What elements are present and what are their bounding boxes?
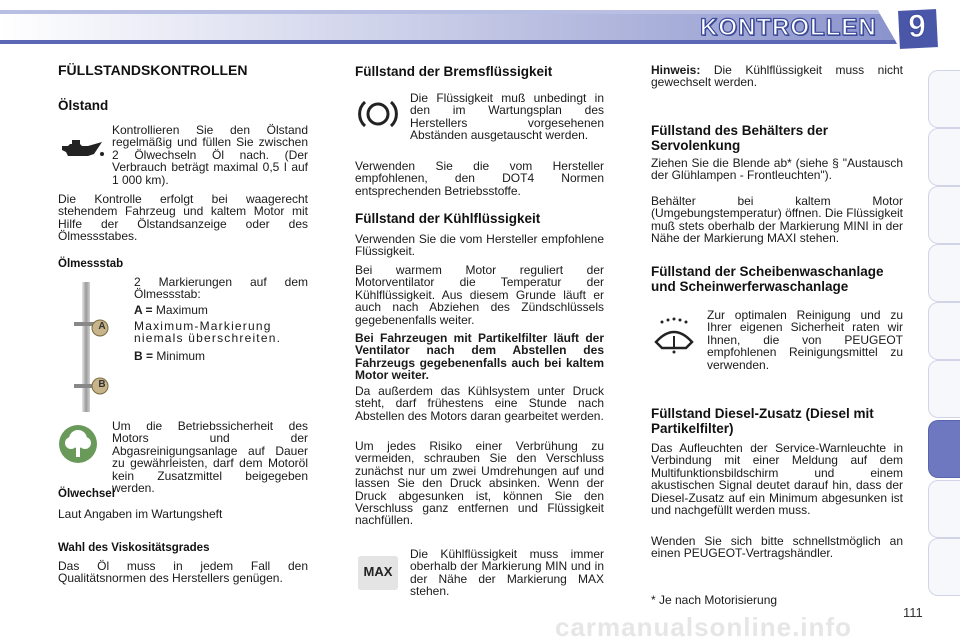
side-tab[interactable] <box>928 244 960 302</box>
dipstick-text: 2 Markierungen auf dem Ölmessstab: <box>134 275 308 302</box>
oil-text: Kontrollieren Sie den Ölstand regelmäßig und füllen Sie zwischen 2 Ölwechseln Öl nach. (Der Verbrauch beträgt maximal 0,5 l auf 1 000 km). <box>112 123 308 187</box>
note-text: Die Kühlflüssigkeit muss nicht gewechselt werden. <box>651 63 903 90</box>
dipstick-mark-b: B <box>98 379 106 390</box>
oil-change-text: Laut Angaben im Wartungsheft <box>58 507 223 521</box>
environment-tree-icon <box>58 424 98 464</box>
dipstick-mark-a: A <box>98 321 106 332</box>
side-tab-active[interactable] <box>928 420 960 478</box>
dipstick-image <box>62 282 118 412</box>
coolant-max-text: Die Kühlflüssigkeit muss immer oberhalb der Markierung MIN und in der Nähe der Markierung MAX stehen. <box>410 547 604 599</box>
oil-level-heading: Ölstand <box>58 98 109 113</box>
washer-fluid-icon <box>652 314 696 354</box>
power-steering-text-2: Behälter bei kaltem Motor (Umgebungstemperatur) öffnen. Die Flüssigkeit muß stets oberhalb der Markierung MINI in der Nähe der Markierung MAXI stehen. <box>651 194 903 246</box>
power-steering-heading: Füllstand des Behälters der Servolenkung <box>651 123 829 153</box>
max-marker-label: MAX <box>363 564 393 579</box>
viscosity-heading: Wahl des Viskositätsgrades <box>58 542 210 554</box>
max-marker-icon <box>358 556 398 590</box>
page-title: KONTROLLEN <box>700 14 877 41</box>
side-tab[interactable] <box>928 538 960 596</box>
mark-a-line <box>134 304 308 316</box>
power-steering-text: Ziehen Sie die Blende ab* (siehe § "Austausch der Glühlampen - Frontleuchten"). <box>651 156 903 183</box>
section-main-title: FÜLLSTANDSKONTROLLEN <box>58 62 248 78</box>
oil-change-heading: Ölwechsel <box>58 488 115 500</box>
watermark: carmanualsonline.info <box>555 612 852 642</box>
coolant-text-3: Da außerdem das Kühlsystem unter Druck steht, darf frühestens eine Stunde nach Abstellen des Motors daran gearbeitet werden. <box>355 384 604 423</box>
side-tab[interactable] <box>928 128 960 186</box>
viscosity-text: Das Öl muss in jedem Fall den Qualitätsnormen des Herstellers genügen. <box>58 559 308 586</box>
brake-text-2: Verwenden Sie die vom Hersteller empfohlenen, den DOT4 Normen entsprechenden Betriebsstoffe. <box>355 159 604 198</box>
oil-text-2: Die Kontrolle erfolgt bei waagerecht stehendem Fahrzeug und kaltem Motor mit Hilfe der Ölstandsanzeige oder des Ölmessstabes. <box>58 192 308 244</box>
mark-b-text: Minimum <box>156 349 206 363</box>
diesel-additive-heading: Füllstand Diesel-Zusatz (Diesel mit Partikelfilter) <box>651 406 874 436</box>
max-warning: Maximum-Markierung niemals überschreiten. <box>134 319 282 346</box>
dipstick-heading: Ölmessstab <box>58 258 124 270</box>
washer-text: Zur optimalen Reinigung und zu Ihrer eigenen Sicherheit raten wir Ihnen, die von PEUGEOT empfohlenen Reinigungsmittel zu verwenden. <box>707 308 903 372</box>
note-paragraph <box>651 64 903 89</box>
page-number: 111 <box>903 605 923 620</box>
brake-fluid-heading: Füllstand der Bremsflüssigkeit <box>355 64 553 79</box>
page-header <box>0 0 960 52</box>
side-tab[interactable] <box>928 186 960 244</box>
brake-warning-icon <box>358 96 398 132</box>
diesel-text-2: Wenden Sie sich bitte schnellstmöglich an einen PEUGEOT-Vertragshändler. <box>651 534 903 561</box>
coolant-bold-warning: Bei Fahrzeugen mit Partikelfilter läuft der Ventilator nach dem Abstellen des Fahrzeugs gegebenenfalls auch bei kaltem Motor weiter. <box>355 331 604 383</box>
environment-text: Um die Betriebssicherheit des Motors und der Abgasreinigungsanlage auf Dauer zu gewährleisten, darf dem Motoröl kein Zusatzmittel beigegeben werden. <box>112 419 308 496</box>
coolant-text-2: Bei warmem Motor reguliert der Motorventilator die Temperatur der Kühlflüssigkeit. Aus diesem Grunde läuft er auch nach Abziehen des Zündschlüssels gegebenenfalls weiter. <box>355 263 604 327</box>
side-tab[interactable] <box>928 302 960 360</box>
mark-a-label: A = <box>134 303 153 317</box>
washer-heading: Füllstand der Scheibenwaschanlage und Scheinwerferwaschanlage <box>651 264 884 294</box>
side-tab[interactable] <box>928 480 960 538</box>
footnote: * Je nach Motorisierung <box>651 593 778 607</box>
chapter-number: 9 <box>908 8 926 44</box>
side-tab[interactable] <box>928 360 960 418</box>
diesel-text: Das Aufleuchten der Service-Warnleuchte in Verbindung mit einer Meldung auf dem Multifunktionsbildschirm und einem akustischen Signal deutet darauf hin, dass der Diesel-Zusatz auf ein Minimum abgesunken ist und nachgefüllt werden muss. <box>651 441 903 518</box>
brake-text: Die Flüssigkeit muß unbedingt in den im Wartungsplan des Herstellers vorgesehenen Abständen ausgetauscht werden. <box>410 91 604 143</box>
side-tab[interactable] <box>928 70 960 128</box>
mark-b-line <box>134 350 308 362</box>
oil-can-icon <box>58 138 106 162</box>
coolant-heading: Füllstand der Kühlflüssigkeit <box>355 211 541 226</box>
mark-b-label: B = <box>134 349 154 363</box>
coolant-text-4: Um jedes Risiko einer Verbrühung zu vermeiden, schrauben Sie den Verschluss zunächst nur um zwei Umdrehungen auf und lassen Sie den Druck absinken. Wenn der Druck abgesunken ist, können Sie den Verschluss ganz entfernen und Flüssigkeit nachfüllen. <box>355 439 604 528</box>
note-label: Hinweis: <box>651 63 701 77</box>
mark-a-text: Maximum <box>155 303 208 317</box>
coolant-text: Verwenden Sie die vom Hersteller empfohlene Flüssigkeit. <box>355 232 604 259</box>
